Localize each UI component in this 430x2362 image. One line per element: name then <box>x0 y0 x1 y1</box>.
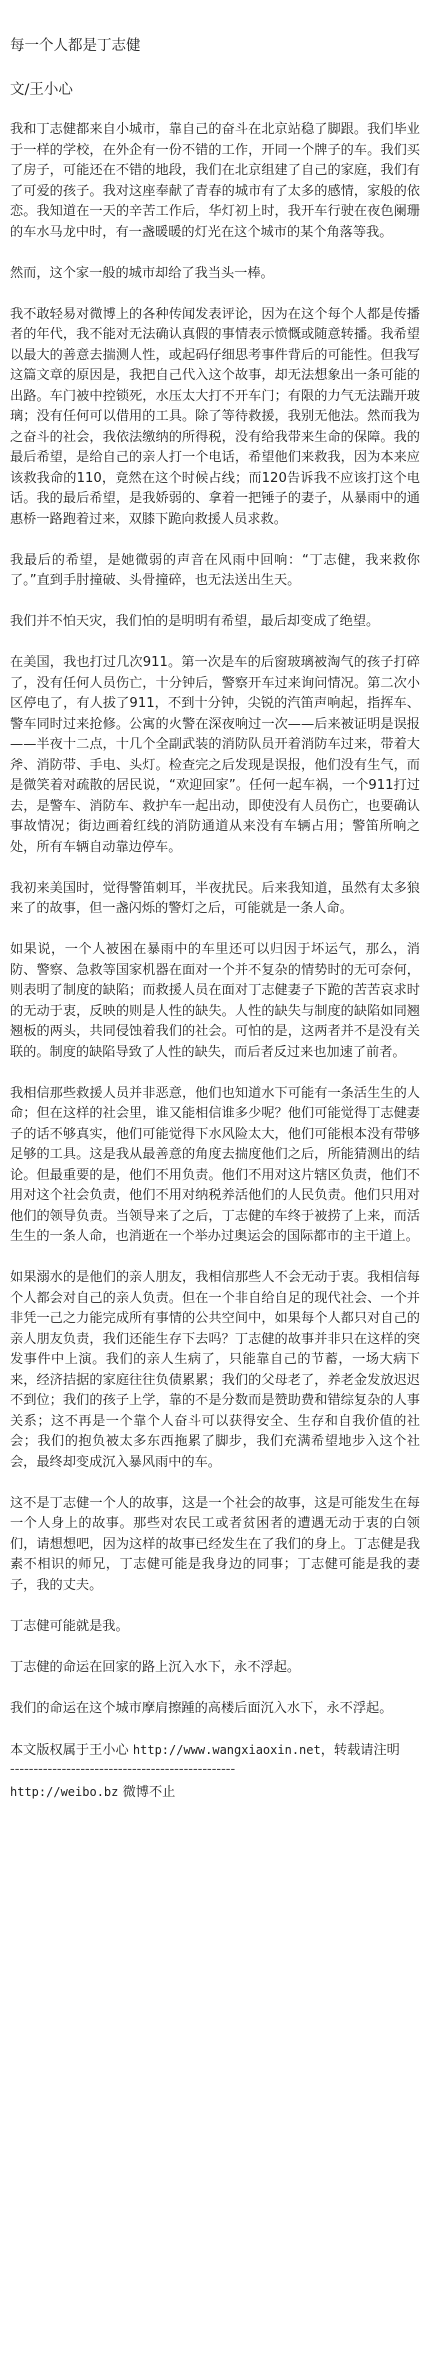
paragraph: 我们的命运在这个城市摩肩擦踵的高楼后面沉入水下，永不浮起。 <box>10 1700 393 1716</box>
paragraph: 我初来美国时，觉得警笛刺耳，半夜扰民。后来我知道，虽然有太多狼来了的故事，但一盏闪烁的警灯之后，可能就是一条人命。 <box>10 880 420 916</box>
paragraph: 我和丁志健都来自小城市，靠自己的奋斗在北京站稳了脚跟。我们毕业于一样的学校，在外企有一份不错的工作，开同一个牌子的车。我们买了房子，可能还在不错的地段，我们在北京组建了自己的家庭，我们有了可爱的孩子。我对这座奉献了青春的城市有了太多的感情，家般的依恋。我知道在一天的辛苦工作后，华灯初上时，我开车行驶在夜色阑珊的车水马龙中时，有一盏暖暖的灯光在这个城市的某个角落等我。 <box>10 122 420 240</box>
paragraph: 这不是丁志健一个人的故事，这是一个社会的故事，这是可能发生在每一个人身上的故事。那些对农民工或者贫困者的遭遇无动于衷的白领们，请想想吧，因为这样的故事已经发生在了我们的身上。丁志健是我素不相识的师兄，丁志健可能是我身边的同事；丁志健可能是我的妻子，我的丈夫。 <box>10 1495 420 1593</box>
paragraph: 如果说，一个人被困在暴雨中的车里还可以归因于坏运气，那么，消防、警察、急救等国家机器在面对一个并不复杂的情势时的无可奈何，则表明了制度的缺陷；而救援人员在面对丁志健妻子下跪的苦苦哀求时的无动于衷，反映的则是人性的缺失。人性的缺失与制度的缺陷如同翘翘板的两头，共同侵蚀着我们的社会。可怕的是，这两者并不是没有关联的。制度的缺陷导致了人性的缺失，而后者反过来也加速了前者。 <box>10 942 420 1060</box>
paragraph: 如果溺水的是他们的亲人朋友，我相信那些人不会无动于衷。我相信每个人都会对自己的亲人负责。但在一个非自给自足的现代社会、一个并非凭一己之力能完成所有事情的公共空间中，如果每个人都只对自己的亲人朋友负责，我们还能生存下去吗？丁志健的故事并非只在这样的突发事件中上演。我们的亲人生病了，只能靠自己的节蓄，一场大病下来，经济拮据的家庭往往负债累累；我们的父母老了，养老金发放迟迟不到位；我们的孩子上学，靠的不是分数而是赞助费和错综复杂的人事关系；这不再是一个靠个人奋斗可以获得安全、生存和自我价值的社会；我们的抱负被太多东西拖累了脚步，我们充满希望地步入这个社会，最终却变成沉入暴风雨中的车。 <box>10 1270 420 1470</box>
article-author: 文/王小心 <box>10 82 73 98</box>
paragraph: 丁志健可能就是我。 <box>10 1618 129 1634</box>
divider: ------------------------------------------------ <box>10 1762 236 1777</box>
article-title: 每一个人都是丁志健 <box>10 38 141 54</box>
paragraph: 我相信那些救援人员并非恶意，他们也知道水下可能有一条活生生的人命；但在这样的社会里，谁又能相信谁多少呢？他们可能觉得丁志健妻子的话不够真实，他们可能觉得下水风险太大，他们可能根本没有带够足够的工具。这是我从最善意的角度去揣度他们之后，所能猜测出的结论。但最重要的是，他们不用负责。他们不用对这片辖区负责，他们不用对这个社会负责，他们不用对纳税养活他们的人民负责。他们只用对他们的领导负责。当领导来了之后，丁志健的车终于被捞了上来，而活生生的一条人命，也消逝在一个举办过奥运会的国际都市的主干道上。 <box>10 1085 420 1244</box>
weibo-link[interactable]: http://weibo.bz <box>10 1785 119 1799</box>
paragraph: 我不敢轻易对微博上的各种传闻发表评论，因为在这个每个人都是传播者的年代，我不能对无法确认真假的事情表示愤慨或随意转播。我希望以最大的善意去揣测人性，或起码仔细思考事件背后的可能性。但我写这篇文章的原因是，我把自己代入这个故事，却无法想象出一条可能的出路。车门被中控锁死，水压太大打不开车门；有限的力气无法踹开玻璃；没有任何可以借用的工具。除了等待救援，我别无他法。然而我为之奋斗的社会，我依法缴纳的所得税，没有给我带来生命的保障。我的最后希望，是给自己的亲人打一个电话，希望他们来救我，因为本来应该救我命的110，竟然在这个时候占线；而120告诉我不应该打这个电话。我的最后希望，是我娇弱的、拿着一把锤子的妻子，从暴雨中的通惠桥一路跑着过来，双膝下跪向救援人员求救。 <box>10 306 420 527</box>
paragraph: 我们并不怕天灾，我们怕的是明明有希望，最后却变成了绝望。 <box>10 614 380 629</box>
weibo-label: 微博不止 <box>118 1785 176 1800</box>
copyright-link[interactable]: http://www.wangxiaoxin.net <box>132 1742 321 1757</box>
paragraph: 丁志健的命运在回家的路上沉入水下，永不浮起。 <box>10 1659 301 1675</box>
paragraph: 我最后的希望，是她微弱的声音在风雨中回响：“丁志健，我来救你了。”直到手肘撞破、头骨撞碎，也无法送出生天。 <box>10 552 420 588</box>
weibo-signature <box>10 1782 420 1804</box>
copyright-text: 本文版权属于王小心 <box>10 1742 133 1758</box>
copyright-notice <box>10 1740 420 1762</box>
paragraph: 然而，这个家一般的城市却给了我当头一棒。 <box>10 265 274 281</box>
paragraph: 在美国，我也打过几次911。第一次是车的后窗玻璃被淘气的孩子打碎了，没有任何人员伤亡，十分钟后，警察开车过来询问情况。第二次小区停电了，有人拔了911，不到十分钟，尖锐的汽笛声响起，指挥车、警车同时过来抢修。公寓的火警在深夜响过一次——后来被证明是误报——半夜十二点，十几个全副武装的消防队员开着消防车过来，带着大斧、消防带、手电、头灯。检查完之后发现是误报，他们没有生气，而是微笑着对疏散的居民说，“欢迎回家”。任何一起车祸，一个911打过去，是警车、消防车、救护车一起出动，即使没有人员伤亡，也要确认事故情况；街边画着红线的消防通道从来没有车辆占用；警笛所响之处，所有车辆自动靠边停车。 <box>10 655 420 855</box>
copyright-suffix: ，转载请注明 <box>320 1742 400 1758</box>
